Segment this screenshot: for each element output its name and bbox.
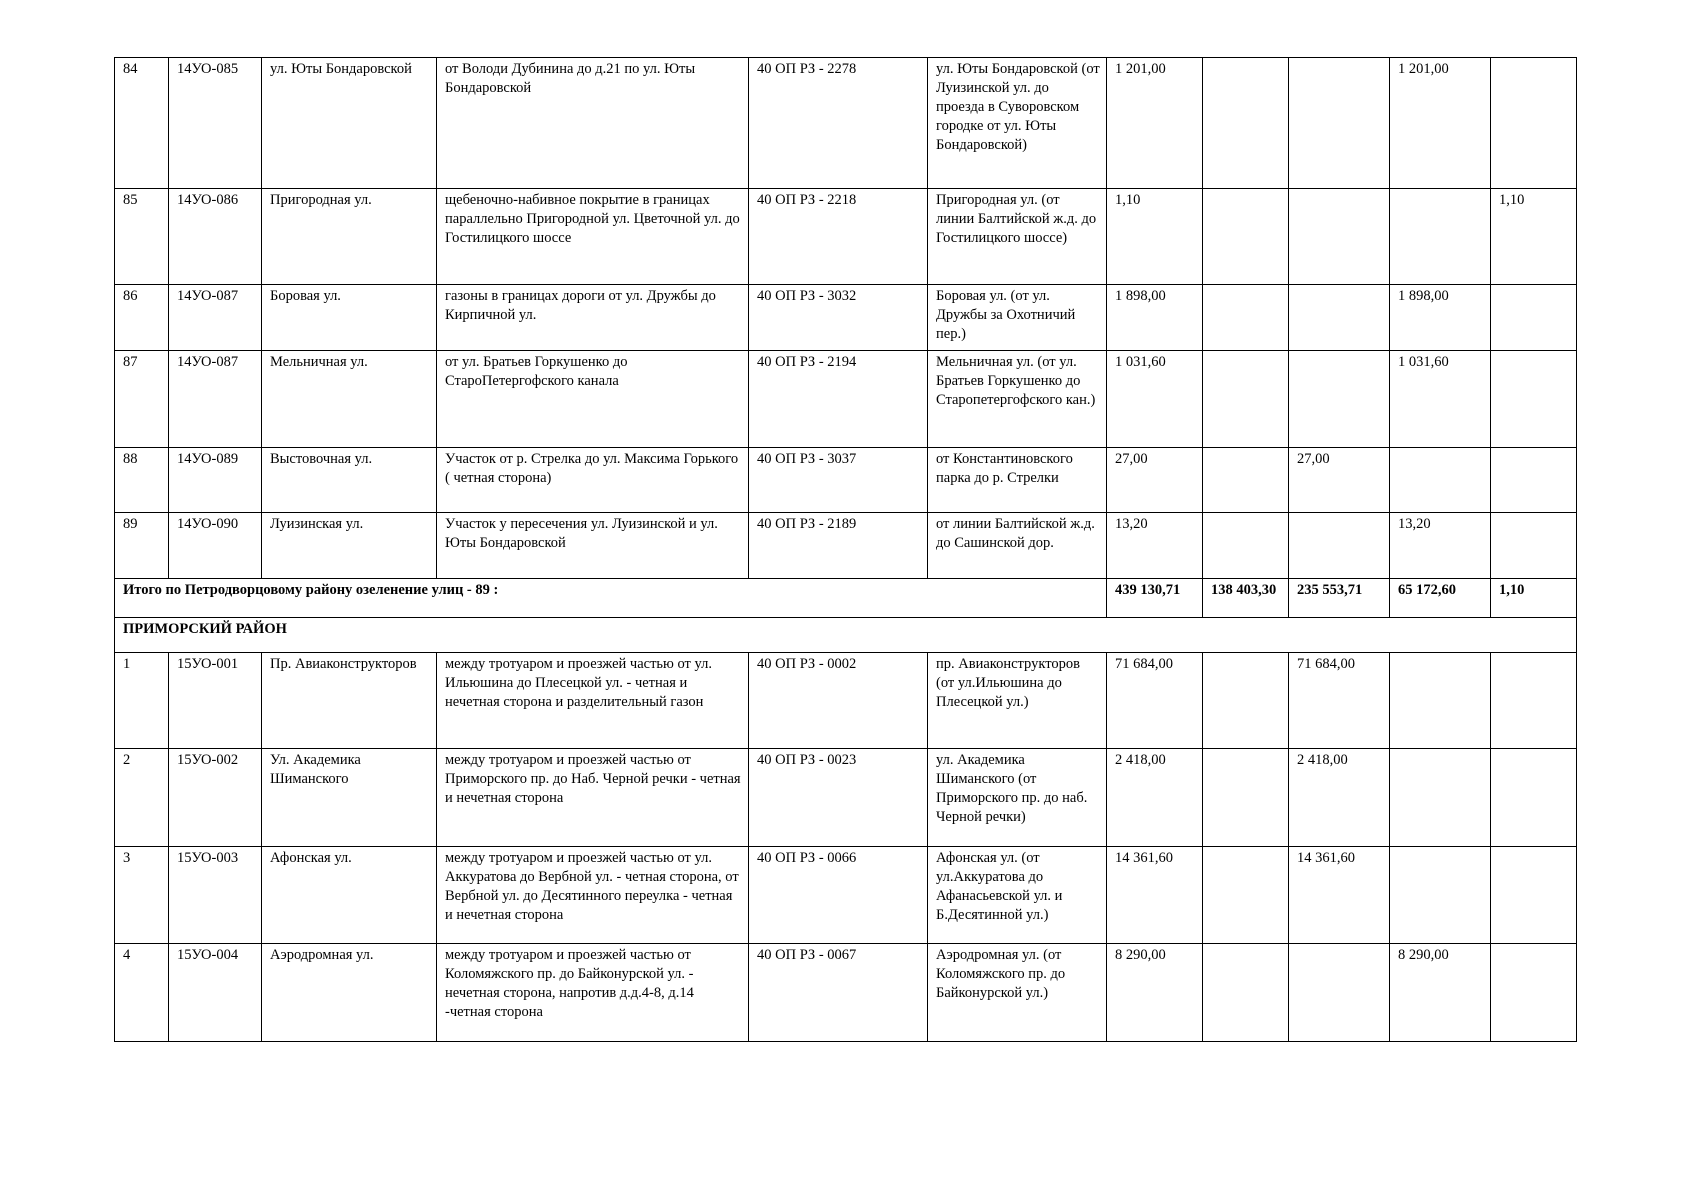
row-number: 4 xyxy=(115,944,169,1042)
table-row xyxy=(115,351,1577,448)
registry-number: 40 ОП РЗ - 2278 xyxy=(749,58,928,189)
area-col2 xyxy=(1203,189,1289,285)
road-name: от линии Балтийской ж.д. до Сашинской дор. xyxy=(928,513,1107,579)
street-name: Мельничная ул. xyxy=(262,351,437,448)
total-col2: 138 403,30 xyxy=(1203,579,1289,618)
object-code: 14УО-090 xyxy=(169,513,262,579)
area-col5 xyxy=(1491,944,1577,1042)
table-row xyxy=(115,944,1577,1042)
area-col4: 1 898,00 xyxy=(1390,285,1491,351)
registry-number: 40 ОП РЗ - 0067 xyxy=(749,944,928,1042)
row-number: 87 xyxy=(115,351,169,448)
area-description: от Володи Дубинина до д.21 по ул. Юты Бондаровской xyxy=(437,58,749,189)
area-col3: 2 418,00 xyxy=(1289,749,1390,847)
total-col4: 65 172,60 xyxy=(1390,579,1491,618)
object-code: 15УО-001 xyxy=(169,653,262,749)
area-col3: 27,00 xyxy=(1289,448,1390,513)
area-col2 xyxy=(1203,285,1289,351)
area-col3 xyxy=(1289,513,1390,579)
row-number: 85 xyxy=(115,189,169,285)
area-col4 xyxy=(1390,189,1491,285)
row-number: 84 xyxy=(115,58,169,189)
street-greening-table xyxy=(114,57,1577,1042)
registry-number: 40 ОП РЗ - 0023 xyxy=(749,749,928,847)
table-row xyxy=(115,58,1577,189)
registry-number: 40 ОП РЗ - 3037 xyxy=(749,448,928,513)
street-name: Выстовочная ул. xyxy=(262,448,437,513)
area-col4: 1 201,00 xyxy=(1390,58,1491,189)
object-code: 15УО-004 xyxy=(169,944,262,1042)
total-label: Итого по Петродворцовому району озеленение улиц - 89 : xyxy=(115,579,1107,618)
area-col5 xyxy=(1491,847,1577,944)
total-row xyxy=(115,579,1577,618)
object-code: 14УО-087 xyxy=(169,351,262,448)
row-number: 2 xyxy=(115,749,169,847)
road-name: ул. Академика Шиманского (от Приморского пр. до наб. Черной речки) xyxy=(928,749,1107,847)
area-total: 1 201,00 xyxy=(1107,58,1203,189)
area-total: 13,20 xyxy=(1107,513,1203,579)
area-description: щебеночно-набивное покрытие в границах параллельно Пригородной ул. Цветочной ул. до Гостилицкого шоссе xyxy=(437,189,749,285)
area-col4 xyxy=(1390,749,1491,847)
area-col5 xyxy=(1491,513,1577,579)
total-area: 439 130,71 xyxy=(1107,579,1203,618)
area-col4 xyxy=(1390,448,1491,513)
area-col2 xyxy=(1203,351,1289,448)
area-col4 xyxy=(1390,653,1491,749)
object-code: 14УО-085 xyxy=(169,58,262,189)
area-col3: 71 684,00 xyxy=(1289,653,1390,749)
total-col5: 1,10 xyxy=(1491,579,1577,618)
area-col2 xyxy=(1203,944,1289,1042)
area-col4: 13,20 xyxy=(1390,513,1491,579)
table-row xyxy=(115,653,1577,749)
street-name: Пр. Авиаконструкторов xyxy=(262,653,437,749)
area-col2 xyxy=(1203,653,1289,749)
area-col5 xyxy=(1491,653,1577,749)
row-number: 89 xyxy=(115,513,169,579)
area-total: 27,00 xyxy=(1107,448,1203,513)
object-code: 15УО-003 xyxy=(169,847,262,944)
street-name: Аэродромная ул. xyxy=(262,944,437,1042)
area-description: Участок от р. Стрелка до ул. Максима Горького ( четная сторона) xyxy=(437,448,749,513)
area-col3 xyxy=(1289,944,1390,1042)
area-col4: 8 290,00 xyxy=(1390,944,1491,1042)
street-name: Луизинская ул. xyxy=(262,513,437,579)
row-number: 3 xyxy=(115,847,169,944)
area-col5 xyxy=(1491,351,1577,448)
area-total: 1 898,00 xyxy=(1107,285,1203,351)
area-description: между тротуаром и проезжей частью от Приморского пр. до Наб. Черной речки - четная и нечетная сторона xyxy=(437,749,749,847)
area-col2 xyxy=(1203,58,1289,189)
area-description: между тротуаром и проезжей частью от ул. Аккуратова до Вербной ул. - четная сторона, от Вербной ул. до Десятинного переулка - четная и нечетная сторона xyxy=(437,847,749,944)
registry-number: 40 ОП РЗ - 2194 xyxy=(749,351,928,448)
area-description: от ул. Братьев Горкушенко до СтароПетергофского канала xyxy=(437,351,749,448)
area-col2 xyxy=(1203,513,1289,579)
row-number: 88 xyxy=(115,448,169,513)
road-name: пр. Авиаконструкторов (от ул.Ильюшина до Плесецкой ул.) xyxy=(928,653,1107,749)
object-code: 14УО-089 xyxy=(169,448,262,513)
area-col2 xyxy=(1203,448,1289,513)
area-description: Участок у пересечения ул. Луизинской и ул. Юты Бондаровской xyxy=(437,513,749,579)
road-name: от Константиновского парка до р. Стрелки xyxy=(928,448,1107,513)
table-row xyxy=(115,749,1577,847)
area-col3 xyxy=(1289,285,1390,351)
street-name: Пригородная ул. xyxy=(262,189,437,285)
object-code: 14УО-086 xyxy=(169,189,262,285)
table-row xyxy=(115,513,1577,579)
area-col3 xyxy=(1289,189,1390,285)
street-name: ул. Юты Бондаровской xyxy=(262,58,437,189)
road-name: ул. Юты Бондаровской (от Луизинской ул. до проезда в Суворовском городке от ул. Юты Бондаровской) xyxy=(928,58,1107,189)
table-row xyxy=(115,847,1577,944)
area-description: газоны в границах дороги от ул. Дружбы до Кирпичной ул. xyxy=(437,285,749,351)
area-description: между тротуаром и проезжей частью от Коломяжского пр. до Байконурской ул. - нечетная сторона, напротив д.д.4-8, д.14 -четная сторона xyxy=(437,944,749,1042)
row-number: 86 xyxy=(115,285,169,351)
road-name: Аэродромная ул. (от Коломяжского пр. до Байконурской ул.) xyxy=(928,944,1107,1042)
table-row xyxy=(115,448,1577,513)
object-code: 14УО-087 xyxy=(169,285,262,351)
area-col4: 1 031,60 xyxy=(1390,351,1491,448)
road-name: Пригородная ул. (от линии Балтийской ж.д. до Гостилицкого шоссе) xyxy=(928,189,1107,285)
area-col2 xyxy=(1203,847,1289,944)
road-name: Боровая ул. (от ул. Дружбы за Охотничий пер.) xyxy=(928,285,1107,351)
area-col3 xyxy=(1289,58,1390,189)
registry-number: 40 ОП РЗ - 2189 xyxy=(749,513,928,579)
section-row xyxy=(115,618,1577,653)
area-total: 8 290,00 xyxy=(1107,944,1203,1042)
registry-number: 40 ОП РЗ - 3032 xyxy=(749,285,928,351)
street-name: Афонская ул. xyxy=(262,847,437,944)
total-col3: 235 553,71 xyxy=(1289,579,1390,618)
area-col2 xyxy=(1203,749,1289,847)
area-col5 xyxy=(1491,749,1577,847)
object-code: 15УО-002 xyxy=(169,749,262,847)
street-name: Ул. Академика Шиманского xyxy=(262,749,437,847)
row-number: 1 xyxy=(115,653,169,749)
table-row xyxy=(115,285,1577,351)
road-name: Афонская ул. (от ул.Аккуратова до Афанасьевской ул. и Б.Десятинной ул.) xyxy=(928,847,1107,944)
street-name: Боровая ул. xyxy=(262,285,437,351)
registry-number: 40 ОП РЗ - 0066 xyxy=(749,847,928,944)
section-title: ПРИМОРСКИЙ РАЙОН xyxy=(115,618,1577,653)
area-total: 71 684,00 xyxy=(1107,653,1203,749)
area-col5 xyxy=(1491,58,1577,189)
area-col3 xyxy=(1289,351,1390,448)
area-description: между тротуаром и проезжей частью от ул. Ильюшина до Плесецкой ул. - четная и нечетная сторона и разделительный газон xyxy=(437,653,749,749)
area-total: 1 031,60 xyxy=(1107,351,1203,448)
registry-number: 40 ОП РЗ - 0002 xyxy=(749,653,928,749)
area-col5: 1,10 xyxy=(1491,189,1577,285)
table-row xyxy=(115,189,1577,285)
area-col5 xyxy=(1491,448,1577,513)
registry-number: 40 ОП РЗ - 2218 xyxy=(749,189,928,285)
road-name: Мельничная ул. (от ул. Братьев Горкушенко до Старопетергофского кан.) xyxy=(928,351,1107,448)
area-total: 2 418,00 xyxy=(1107,749,1203,847)
area-col5 xyxy=(1491,285,1577,351)
area-col3: 14 361,60 xyxy=(1289,847,1390,944)
area-col4 xyxy=(1390,847,1491,944)
area-total: 14 361,60 xyxy=(1107,847,1203,944)
document-page xyxy=(114,57,1576,1042)
area-total: 1,10 xyxy=(1107,189,1203,285)
